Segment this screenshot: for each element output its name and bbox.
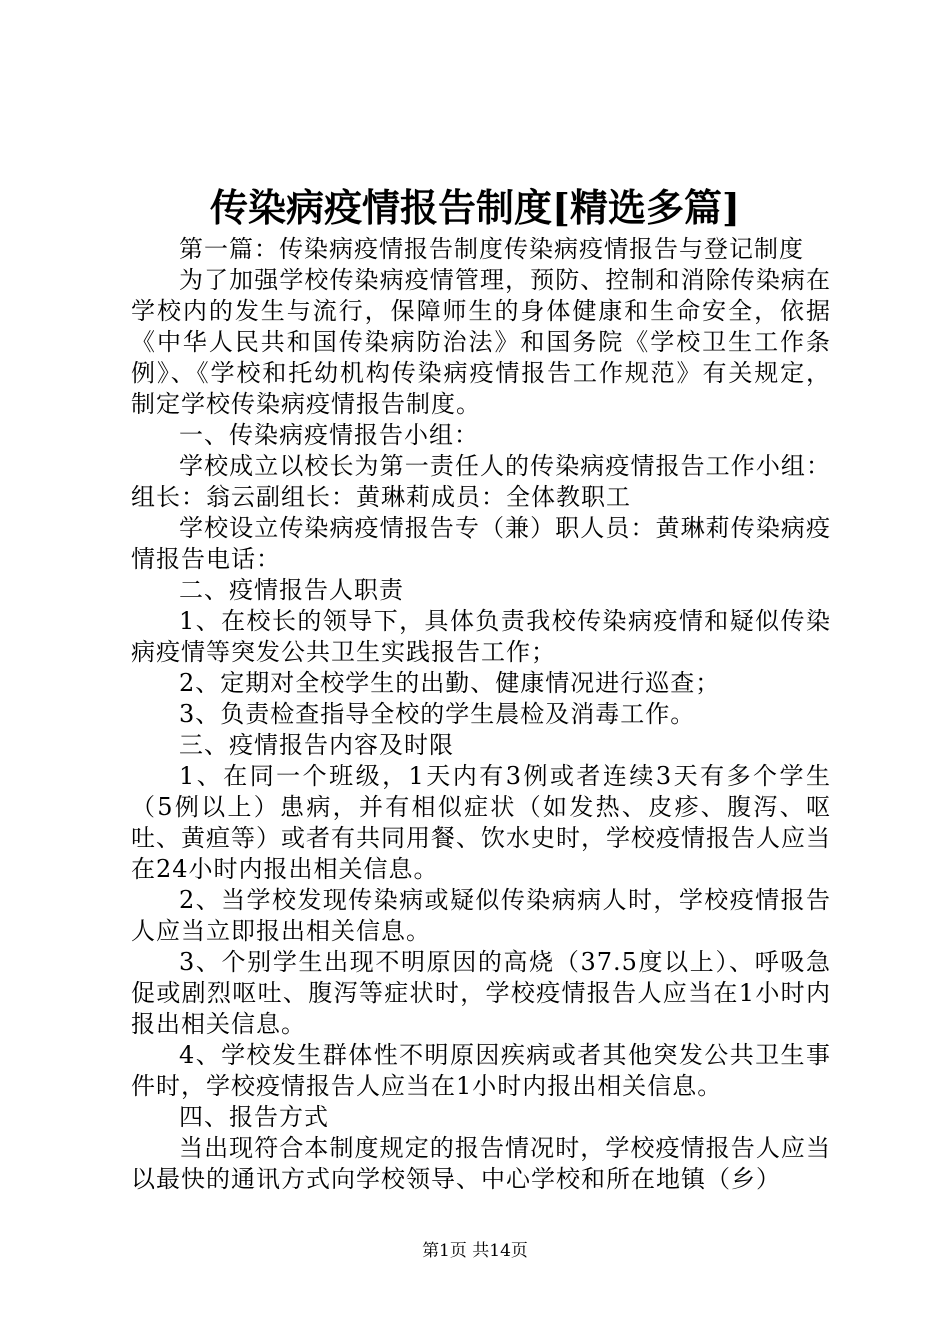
list-item: 3、个别学生出现不明原因的高烧（37.5度以上）、呼吸急促或剧烈呕吐、腹泻等症状时，学校疫情报告人应当在1小时内报出相关信息。 (131, 948, 831, 1038)
section-heading: 二、疫情报告人职责 (179, 576, 404, 604)
paragraph: 学校设立传染病疫情报告专（兼）职人员：黄琳莉传染病疫情报告电话： (131, 514, 831, 573)
paragraph: 当出现符合本制度规定的报告情况时，学校疫情报告人应当以最快的通讯方式向学校领导、中心学校和所在地镇（乡） (131, 1134, 831, 1193)
section-heading: 三、疫情报告内容及时限 (179, 731, 454, 759)
list-item: 4、学校发生群体性不明原因疾病或者其他突发公共卫生事件时，学校疫情报告人应当在1小时内报出相关信息。 (131, 1041, 831, 1100)
section-heading: 一、传染病疫情报告小组： (179, 421, 479, 449)
document-title: 传染病疫情报告制度[精选多篇] (210, 185, 740, 230)
list-item: 3、负责检查指导全校的学生晨检及消毒工作。 (179, 700, 696, 728)
paragraph: 为了加强学校传染病疫情管理，预防、控制和消除传染病在学校内的发生与流行，保障师生的身体健康和生命安全，依据《中华人民共和国传染病防治法》和国务院《学校卫生工作条例》、《学校和托幼机构传染病疫情报告工作规范》有关规定，制定学校传染病疫情报告制度。 (131, 266, 831, 418)
list-item: 1、在同一个班级，1天内有3例或者连续3天有多个学生（5例以上）患病，并有相似症状（如发热、皮疹、腹泻、呕吐、黄疸等）或者有共同用餐、饮水史时，学校疫情报告人应当在24小时内报出相关信息。 (131, 762, 831, 883)
list-item: 2、当学校发现传染病或疑似传染病病人时，学校疫情报告人应当立即报出相关信息。 (131, 886, 831, 945)
list-item: 2、定期对全校学生的出勤、健康情况进行巡查； (179, 669, 721, 697)
paragraph: 第一篇：传染病疫情报告制度传染病疫情报告与登记制度 (179, 235, 804, 263)
document-body (131, 234, 831, 1195)
section-heading: 四、报告方式 (179, 1103, 329, 1131)
paragraph: 学校成立以校长为第一责任人的传染病疫情报告工作小组：组长：翁云副组长：黄琳莉成员：全体教职工 (131, 452, 831, 511)
page-footer: 第1页 共14页 (422, 1241, 528, 1261)
list-item: 1、在校长的领导下，具体负责我校传染病疫情和疑似传染病疫情等突发公共卫生实践报告工作； (131, 607, 831, 666)
